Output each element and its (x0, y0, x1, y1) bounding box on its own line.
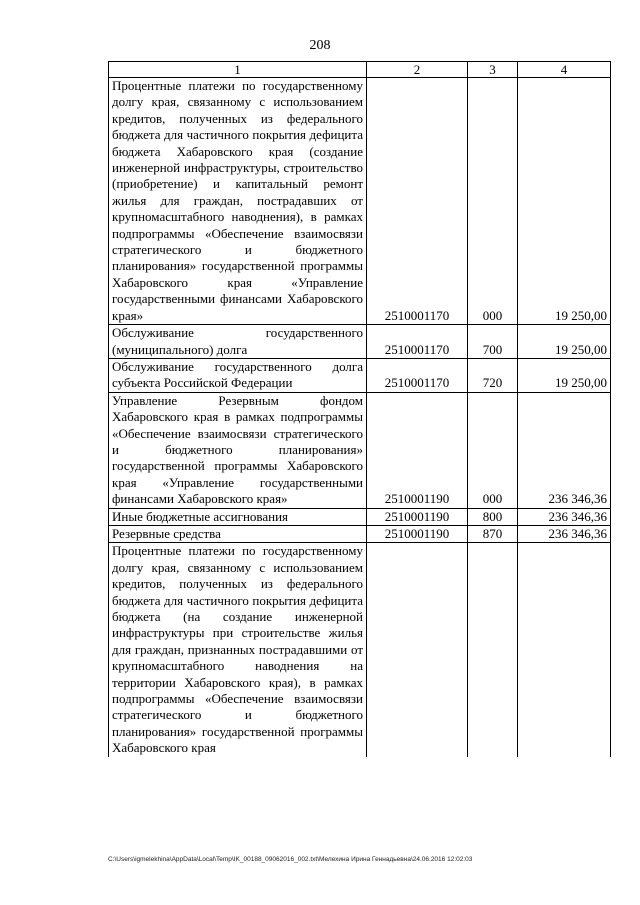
row-target-code (367, 543, 468, 757)
row-expense-type: 000 (468, 392, 518, 508)
table-header-row (109, 62, 611, 78)
row-expense-type: 700 (468, 325, 518, 359)
row-sum: 19 250,00 (518, 325, 611, 359)
row-expense-type: 870 (468, 525, 518, 542)
table-row (109, 508, 611, 525)
row-sum: 236 346,36 (518, 508, 611, 525)
header-col-4: 4 (518, 62, 611, 78)
row-sum (518, 543, 611, 757)
table-row (109, 392, 611, 508)
row-name: Процентные платежи по государственному долгу края, связанному с использованием кредитов, полученных из федерального бюджета для частичного покрытия дефицита бюджета Хабаровского края (создание инженерной инфраструктуры, строительство (приобретение) и капитальный ремонт жилья для граждан, пострадавших от крупномасштабного наводнения), в рамках подпрограммы «Обеспечение взаимосвязи стратегического и бюджетного планирования» государственной программы Хабаровского края «Управление государственными финансами Хабаровского края» (109, 78, 367, 325)
row-name: Резервные средства (109, 525, 367, 542)
row-sum: 236 346,36 (518, 525, 611, 542)
table-row (109, 525, 611, 542)
row-name: Обслуживание государственного (муниципального) долга (109, 325, 367, 359)
row-sum: 236 346,36 (518, 392, 611, 508)
row-expense-type (468, 543, 518, 757)
table-row (109, 325, 611, 359)
header-col-2: 2 (367, 62, 468, 78)
page-number: 208 (309, 38, 331, 53)
budget-table (108, 61, 611, 757)
row-target-code: 2510001190 (367, 392, 468, 508)
row-name: Обслуживание государственного долга субъекта Российской Федерации (109, 358, 367, 392)
row-target-code: 2510001190 (367, 525, 468, 542)
row-target-code: 2510001170 (367, 325, 468, 359)
row-expense-type: 800 (468, 508, 518, 525)
row-expense-type: 720 (468, 358, 518, 392)
table-row (109, 358, 611, 392)
row-name: Иные бюджетные ассигнования (109, 508, 367, 525)
row-name: Процентные платежи по государственному долгу края, связанному с использованием кредитов, полученных из федерального бюджета для частичного покрытия дефицита бюджета (на создание инженерной инфраструктуры при строительстве жилья для граждан, признанных пострадавшими от крупномасштабного наводнения на территории Хабаровского края), в рамках подпрограммы «Обеспечение взаимосвязи стратегического и бюджетного планирования» государственной программы Хабаровского края (109, 543, 367, 757)
table-row (109, 78, 611, 325)
table-row (109, 543, 611, 757)
header-col-3: 3 (468, 62, 518, 78)
row-expense-type: 000 (468, 78, 518, 325)
row-sum: 19 250,00 (518, 78, 611, 325)
row-sum: 19 250,00 (518, 358, 611, 392)
row-target-code: 2510001170 (367, 78, 468, 325)
row-target-code: 2510001190 (367, 508, 468, 525)
header-col-1: 1 (109, 62, 367, 78)
row-name: Управление Резервным фондом Хабаровского края в рамках подпрограммы «Обеспечение взаимосвязи стратегического и бюджетного планирования» государственной программы Хабаровского края «Управление государственными финансами Хабаровского края» (109, 392, 367, 508)
file-path-footer: C:\Users\igmelekhina\AppData\Local\Temp\IK_00188_09062016_002.txt\Мелехина Ирина Геннадьевна\24.06.2016 12:02:03 (108, 856, 473, 863)
row-target-code: 2510001170 (367, 358, 468, 392)
